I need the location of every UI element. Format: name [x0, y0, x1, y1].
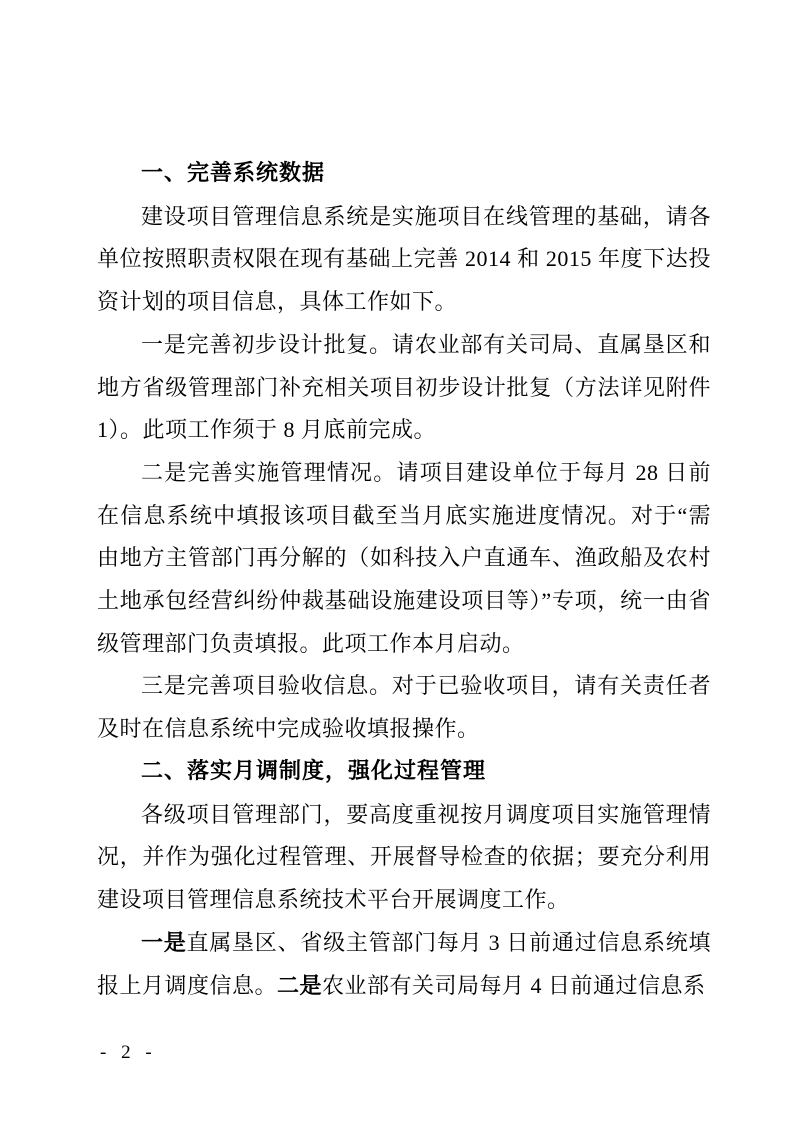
- paragraph-run: 一是完善初步设计批复。请农业部有关司局、直属垦区和地方省级管理部门补充相关项目初步设计批复（方法详见附件1）。此项工作须于 8 月底前完成。: [97, 331, 711, 443]
- paragraph-run: 三是完善项目验收信息。对于已验收项目，请有关责任者及时在信息系统中完成验收填报操作。: [97, 673, 711, 742]
- paragraph-run: 直属垦区、省级主管部门每月 3 日前通过信息系统填报上月调度信息。: [97, 929, 711, 999]
- paragraph: [97, 794, 711, 922]
- paragraph: [97, 922, 711, 1009]
- paragraph: [97, 324, 711, 452]
- document-body: [97, 153, 711, 1009]
- paragraph: [97, 196, 711, 324]
- section-paragraphs: [97, 794, 711, 1010]
- page-footer: [100, 1040, 157, 1066]
- paragraph-run: 农业部有关司局每月 4 日前通过信息系: [322, 973, 706, 999]
- section-paragraphs: [97, 196, 711, 751]
- section-heading: 二、落实月调制度，强化过程管理: [141, 758, 487, 784]
- paragraph-run-bold: 二是: [277, 974, 323, 1000]
- section-improve-system-data: [97, 153, 711, 751]
- section-heading: 一、完善系统数据: [141, 161, 326, 186]
- paragraph-run-bold: 一是: [141, 930, 187, 956]
- page-number: - 2 -: [100, 1042, 157, 1063]
- paragraph: [97, 665, 711, 750]
- section-monthly-scheduling: [97, 751, 711, 1009]
- paragraph-run: 二是完善实施管理情况。请项目建设单位于每月 28 日前在信息系统中填报该项目截至当月底实施进度情况。对于“需由地方主管部门再分解的（如科技入户直通车、渔政船及农村土地承包经营纠纷仲裁基础设施建设项目等）”专项，统一由省级管理部门负责填报。此项工作本月启动。: [97, 459, 711, 656]
- paragraph-run: 各级项目管理部门，要高度重视按月调度项目实施管理情况，并作为强化过程管理、开展督导检查的依据；要充分利用建设项目管理信息系统技术平台开展调度工作。: [97, 801, 711, 912]
- paragraph: [97, 452, 711, 666]
- paragraph-run: 建设项目管理信息系统是实施项目在线管理的基础，请各单位按照职责权限在现有基础上完善 2014 和 2015 年度下达投资计划的项目信息，具体工作如下。: [97, 203, 711, 315]
